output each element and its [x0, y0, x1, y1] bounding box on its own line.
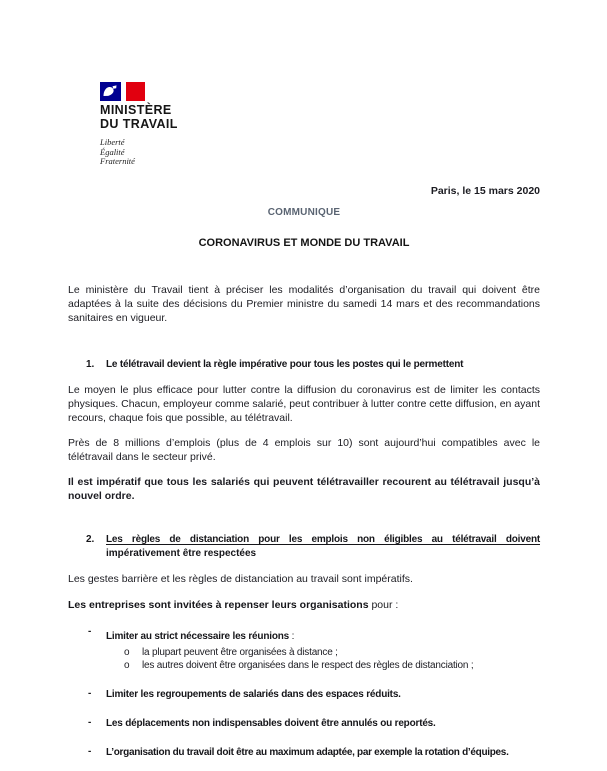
section-1-heading-text: Le télétravail devient la règle impérative pour tous les postes qui le permettent [106, 359, 464, 370]
bullet-text: Limiter les regroupements de salariés dans des espaces réduits. [106, 689, 401, 700]
section-2-heading-line1: Les règles de distanciation pour les emplois non éligibles au télétravail doivent [106, 534, 540, 545]
section-2-heading-line2: impérativement être respectées [106, 548, 257, 559]
section-1-paragraph-1: Le moyen le plus efficace pour lutter contre la diffusion du coronavirus est de limiter les contacts physiques. Chacun, employeur comme salarié, peut contribuer à lutter contre cette diffusion, en ayant recours, chaque fois que possible, au télétravail. [68, 384, 540, 424]
dateline: Paris, le 15 mars 2020 [430, 185, 540, 197]
motto-fraternite: Fraternité [100, 156, 135, 166]
sub-bullet-item [124, 646, 473, 659]
section-2-heading [86, 533, 540, 561]
dash-bullet-icon: - [88, 717, 92, 728]
republic-motto [100, 138, 178, 167]
section-2-paragraph-1: Les gestes barrière et les règles de distanciation au travail sont impératifs. [68, 573, 413, 585]
section-2-lead [68, 598, 540, 612]
flag-red-block [126, 82, 145, 101]
bullet-item-deplacements [88, 717, 540, 730]
section-1-paragraph-2: Près de 8 millions d’emplois (plus de 4 emplois sur 10) sont aujourd’hui compatibles avec le télétravail dans le secteur privé. [68, 437, 540, 463]
document-title: CORONAVIRUS ET MONDE DU TRAVAIL [198, 237, 410, 249]
communique-label: COMMUNIQUE [267, 207, 341, 218]
circle-bullet-icon: o [124, 647, 130, 658]
sub-bullet-text: la plupart peuvent être organisées à distance ; [142, 647, 338, 658]
section-1-paragraph-3-bold: Il est impératif que tous les salariés qui peuvent télétravailler recourent au télétravail jusqu’à nouvel ordre. [68, 476, 540, 502]
dash-bullet-icon: - [88, 626, 92, 637]
section-1-number: 1. [86, 359, 95, 370]
sub-bullet-list [106, 646, 473, 672]
section-2-heading-text [106, 533, 540, 561]
ministry-name [100, 104, 178, 131]
sub-bullet-item [124, 659, 473, 672]
bullet-text-regular: : [289, 631, 295, 642]
circle-bullet-icon: o [124, 660, 130, 671]
section-2-lead-bold: Les entreprises sont invitées à repenser leurs organisations [68, 599, 369, 611]
document-body [68, 283, 540, 771]
bullet-item-reunions [88, 626, 540, 672]
section-1-heading [86, 358, 540, 372]
ministry-logo [100, 82, 178, 167]
bullet-item-regroupements [88, 688, 540, 701]
bullet-text: Les déplacements non indispensables doivent être annulés ou reportés. [106, 718, 436, 729]
section-2-number: 2. [86, 534, 95, 545]
bullet-list [68, 626, 540, 759]
sub-bullet-text: les autres doivent être organisées dans le respect des règles de distanciation ; [142, 660, 474, 671]
intro-paragraph: Le ministère du Travail tient à préciser les modalités d’organisation du travail qui doivent être adaptées à la suite des décisions du Premier ministre du samedi 14 mars et des recommandations sanitaires en vigueur. [68, 284, 540, 324]
marianne-icon [100, 82, 121, 101]
dash-bullet-icon: - [88, 688, 92, 699]
motto-egalite: Égalité [100, 146, 125, 157]
bullet-text: L’organisation du travail doit être au maximum adaptée, par exemple la rotation d’équipes. [106, 747, 509, 758]
bullet-text [106, 631, 294, 642]
ministry-name-line1: MINISTÈRE [100, 103, 172, 117]
section-2-lead-regular: pour : [368, 599, 399, 611]
bullet-text-bold: Limiter au strict nécessaire les réunions [106, 631, 289, 642]
ministry-name-line2: DU TRAVAIL [100, 116, 178, 131]
bullet-content [106, 626, 473, 672]
french-flag-emblem [100, 82, 178, 101]
dash-bullet-icon: - [88, 746, 92, 757]
motto-liberte: Liberté [100, 137, 125, 147]
